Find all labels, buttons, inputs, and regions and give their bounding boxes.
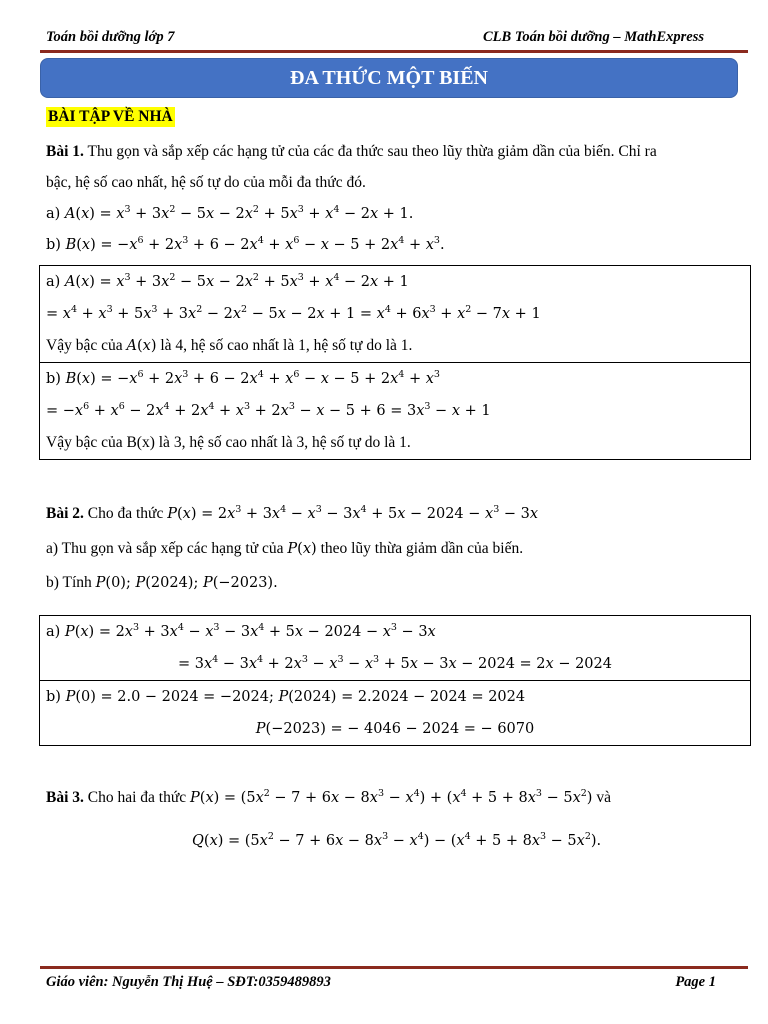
chapter-title-banner: ĐA THỨC MỘT BIẾN xyxy=(41,59,737,97)
header-club-name: CLB Toán bồi dưỡng – MathExpress xyxy=(483,29,704,45)
bai1-part-b xyxy=(46,236,445,254)
solution-part-b xyxy=(40,681,750,745)
solution-line xyxy=(46,395,744,427)
bai2-intro-formula: Cho đa thức $P(x) = 2x^3 + 3x^4 - x^3 - 3x^4 + 5x - 2024 - x^3 - 3x$ xyxy=(83,504,539,522)
solution-line xyxy=(46,648,744,680)
bai1-solution-box xyxy=(39,265,751,460)
solution-formula: a) $P(x) = 2x^3 + 3x^4 - x^3 - 3x^4 + 5x - 2024 - x^3 - 3x$ xyxy=(46,622,436,640)
bai2-label: Bài 2. xyxy=(46,505,84,522)
page-header xyxy=(46,29,704,49)
footer-teacher-info: Giáo viên: Nguyễn Thị Huệ – SĐT:0359489893 xyxy=(46,974,331,990)
solution-line xyxy=(46,363,744,395)
header-divider xyxy=(40,50,748,53)
bai1-label: Bài 1. xyxy=(46,143,84,160)
bai3-statement xyxy=(46,789,611,807)
solution-line xyxy=(46,681,744,713)
solution-formula: P(−2023) = − 4046 − 2024 = − 6070 xyxy=(255,721,535,737)
footer-page-number: Page 1 xyxy=(675,974,716,990)
bai1-text: Thu gọn và sắp xếp các hạng tử của các đa thức sau theo lũy thừa giảm dần của biến. Chỉ ra xyxy=(83,143,657,160)
solution-part-b xyxy=(40,363,750,459)
solution-formula: = $-x^6 + x^6 - 2x^4 + 2x^4 + x^3 + 2x^3 - x - 5 + 6 = 3x^3 - x + 1$ xyxy=(46,401,491,419)
solution-line xyxy=(46,330,744,362)
bai1-part-a-formula: a) $A(x) = x^3 + 3x^2 - 5x - 2x^2 + 5x^3 + x^4 - 2x + 1$. xyxy=(46,204,414,222)
page-footer xyxy=(46,974,716,994)
bai2-part-b xyxy=(46,574,278,592)
header-course-title: Toán bồi dưỡng lớp 7 xyxy=(46,29,175,45)
footer-divider xyxy=(40,966,748,969)
solution-line xyxy=(46,298,744,330)
bai1-part-b-formula: b) $B(x) = -x^6 + 2x^3 + 6 - 2x^4 + x^6 - x - 5 + 2x^4 + x^3$. xyxy=(46,235,445,253)
bai1-statement-line1 xyxy=(46,143,657,161)
bai2-part-a-text: a) Thu gọn và sắp xếp các hạng tử của P(x) theo lũy thừa giảm dần của biến. xyxy=(46,540,524,557)
solution-formula: = $x^4 + x^3 + 5x^3 + 3x^2 - 2x^2 - 5x - 2x + 1 = x^4 + 6x^3 + x^2 - 7x + 1$ xyxy=(46,304,541,322)
solution-part-a xyxy=(40,266,750,363)
solution-formula: Vậy bậc của A(x) là 4, hệ số cao nhất là 1, hệ số tự do là 1. xyxy=(46,337,413,354)
solution-line xyxy=(46,713,744,745)
solution-formula: = $3x^4 - 3x^4 + 2x^3 - x^3 - x^3 + 5x - 3x - 2024 = 2x - 2024$ xyxy=(178,654,612,672)
solution-formula: b) P(0) = 2.0 − 2024 = −2024; P(2024) = 2.2024 − 2024 = 2024 xyxy=(46,689,526,705)
solution-formula: a) $A(x) = x^3 + 3x^2 - 5x - 2x^2 + 5x^3 + x^4 - 2x + 1$ xyxy=(46,272,409,290)
bai3-intro-formula: Cho hai đa thức $P(x) = (5x^2 - 7 + 6x - 8x^3 - x^4) + (x^4 + 5 + 8x^3 - 5x^2)$ và xyxy=(83,788,611,806)
bai3-q-definition xyxy=(192,832,601,850)
bai2-part-b-text: b) Tính P(0); P(2024); P(−2023). xyxy=(46,574,278,591)
solution-formula: Vậy bậc của B(x) là 3, hệ số cao nhất là 3, hệ số tự do là 1. xyxy=(46,434,411,451)
bai3-q-formula: $Q(x) = (5x^2 - 7 + 6x - 8x^3 - x^4) - (x^4 + 5 + 8x^3 - 5x^2)$. xyxy=(192,831,602,849)
bai2-statement xyxy=(46,505,538,523)
bai2-part-a xyxy=(46,540,523,558)
solution-part-a xyxy=(40,616,750,681)
solution-line xyxy=(46,266,744,298)
solution-line xyxy=(46,427,744,459)
bai3-label: Bài 3. xyxy=(46,789,84,806)
bai1-part-a xyxy=(46,205,413,223)
solution-formula: b) $B(x) = -x^6 + 2x^3 + 6 - 2x^4 + x^6 - x - 5 + 2x^4 + x^3$ xyxy=(46,369,440,387)
bai2-solution-box xyxy=(39,615,751,746)
bai1-statement-line2: bậc, hệ số cao nhất, hệ số tự do của mỗi đa thức đó. xyxy=(46,174,366,191)
solution-line xyxy=(46,616,744,648)
section-heading: BÀI TẬP VỀ NHÀ xyxy=(48,108,173,125)
